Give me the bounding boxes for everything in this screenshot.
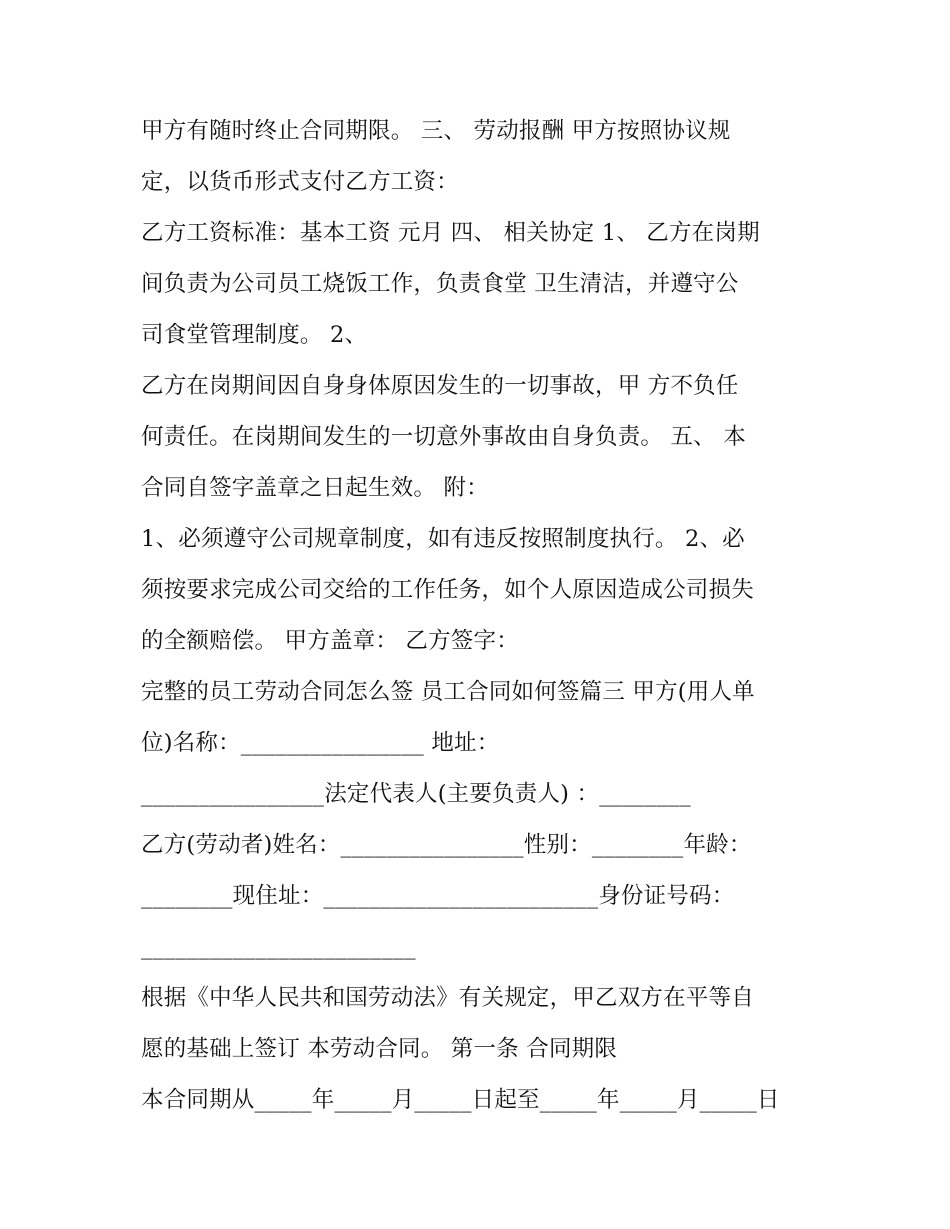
text-line: 乙方在岗期间因自身身体原因发生的一切事故，甲 方不负任 [141,373,739,399]
text-line: 完整的员工劳动合同怎么签 员工合同如何签篇三 甲方(用人单 [141,679,755,705]
text-line: ________________________ [141,934,416,960]
document-body [141,106,821,1126]
text-line: 本合同期从_____年_____月_____日起至_____年_____月_____日 [141,1087,780,1113]
text-line: 须按要求完成公司交给的工作任务，如个人原因造成公司损失 [141,577,754,603]
text-line: 的全额赔偿。 甲方盖章： 乙方签字： [141,628,519,654]
text-line: 位)名称：________________ 地址： [141,730,500,756]
text-line: ________现住址：________________________身份证号码： [141,883,735,909]
text-line: 乙方(劳动者)姓名：________________性别：________年龄： [141,832,752,858]
text-line: 何责任。在岗期间发生的一切意外事故由自身负责。 五、 本 [141,424,746,450]
text-line: 合同自签字盖章之日起生效。 附： [141,475,489,501]
text-line: 根据《中华人民共和国劳动法》有关规定，甲乙双方在平等自 [141,985,754,1011]
text-line: 间负责为公司员工烧饭工作，负责食堂 卫生清洁，并遵守公 [141,271,739,297]
text-line: 甲方有随时终止合同期限。 三、 劳动报酬 甲方按照协议规 [141,118,731,144]
text-line: 定，以货币形式支付乙方工资： [141,169,459,195]
text-line: 司食堂管理制度。 2、 [141,322,368,348]
text-line: 1、必须遵守公司规章制度，如有违反按照制度执行。 2、必 [141,526,745,552]
text-line: 愿的基础上签订 本劳动合同。 第一条 合同期限 [141,1036,618,1062]
text-line: 乙方工资标准：基本工资 元月 四、 相关协定 1、 乙方在岗期 [141,220,760,246]
text-line: ________________法定代表人(主要负责人) ：________ [141,781,691,807]
